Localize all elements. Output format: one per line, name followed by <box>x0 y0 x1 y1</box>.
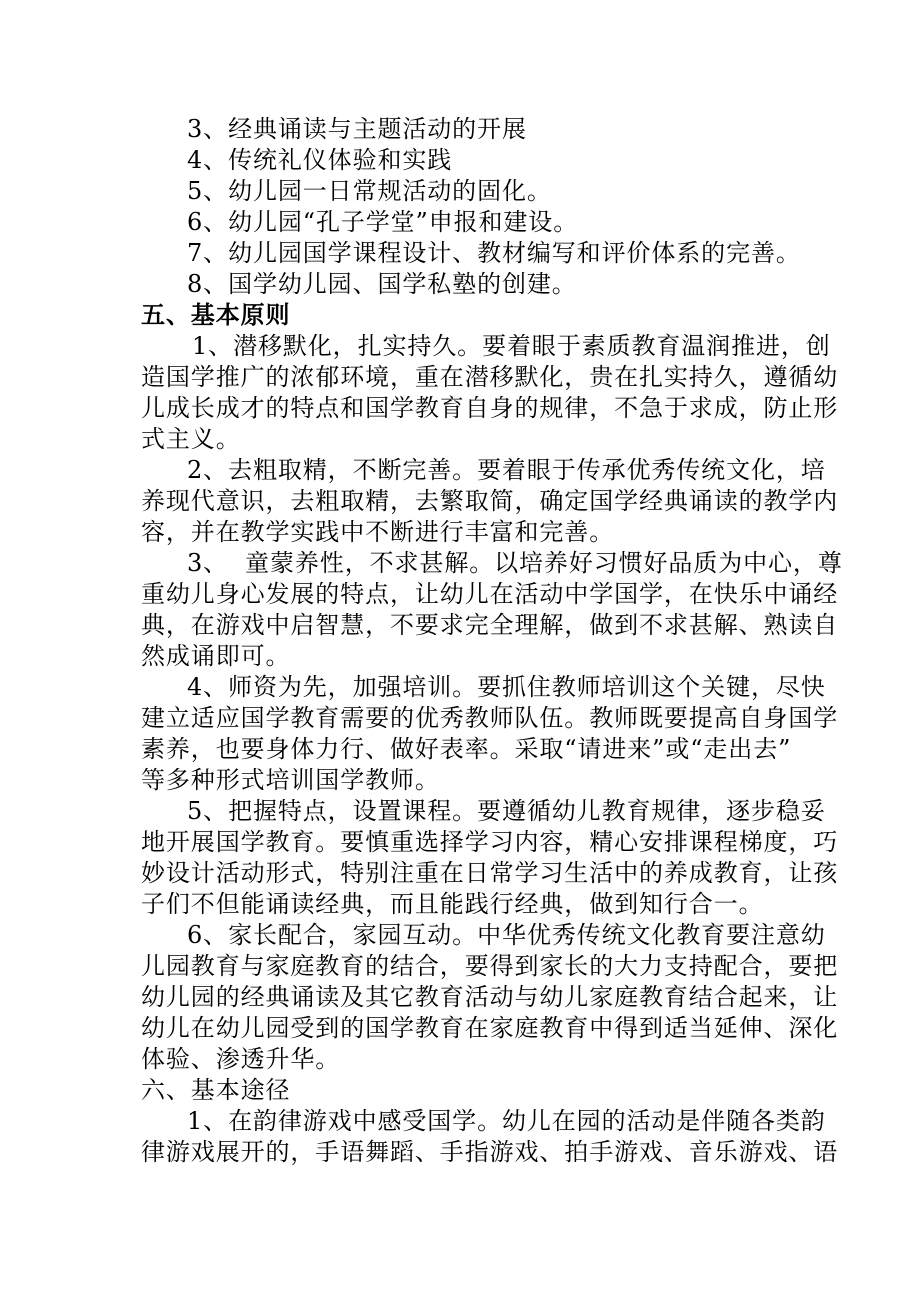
paragraph-line: 体验、渗透升华。 <box>141 1045 341 1073</box>
paragraph-line: 幼儿在幼儿园受到的国学教育在家庭教育中得到适当延伸、深化 <box>141 1014 839 1042</box>
paragraph-line: 妙设计活动形式，特别注重在日常学习生活中的养成教育，让孩 <box>141 859 839 887</box>
paragraph-line: 容，并在教学实践中不断进行丰富和完善。 <box>141 518 615 546</box>
paragraph-line: 4、师资为先，加强培训。要抓住教师培训这个关键，尽快 <box>187 673 826 701</box>
paragraph-line: 6、家长配合，家园互动。中华优秀传统文化教育要注意幼 <box>187 921 826 949</box>
paragraph-line: 造国学推广的浓郁环境，重在潜移默化，贵在扎实持久，遵循幼 <box>141 363 839 391</box>
paragraph-line: 幼儿园的经典诵读及其它教育活动与幼儿家庭教育结合起来，让 <box>141 983 839 1011</box>
paragraph-line: 1、在韵律游戏中感受国学。幼儿在园的活动是伴随各类韵 <box>187 1107 826 1135</box>
paragraph-line: 建立适应国学教育需要的优秀教师队伍。教师既要提高自身国学 <box>141 704 839 732</box>
paragraph-line: 儿园教育与家庭教育的结合，要得到家长的大力支持配合，要把 <box>141 952 839 980</box>
paragraph-line: 2、去粗取精，不断完善。要着眼于传承优秀传统文化，培 <box>187 456 826 484</box>
list-item: 5、幼儿园一日常规活动的固化。 <box>187 177 552 205</box>
paragraph-line: 养现代意识，去粗取精，去繁取简，确定国学经典诵读的教学内 <box>141 487 839 515</box>
list-item: 4、传统礼仪体验和实践 <box>187 146 453 174</box>
paragraph-line: 重幼儿身心发展的特点，让幼儿在活动中学国学，在快乐中诵经 <box>141 580 839 608</box>
section-heading: 五、基本原则 <box>141 300 291 329</box>
list-item: 7、幼儿园国学课程设计、教材编写和评价体系的完善。 <box>187 239 801 267</box>
paragraph-line: 5、把握特点，设置课程。要遵循幼儿教育规律，逐步稳妥 <box>187 797 826 825</box>
paragraph-line: 3、 童蒙养性，不求甚解。以培养好习惯好品质为中心，尊 <box>187 549 843 577</box>
paragraph-line: 然成诵即可。 <box>141 642 291 670</box>
paragraph-line: 地开展国学教育。要慎重选择学习内容，精心安排课程梯度，巧 <box>141 828 839 856</box>
paragraph-line: 子们不但能诵读经典，而且能践行经典，做到知行合一。 <box>141 890 764 918</box>
list-item: 6、幼儿园“孔子学堂”申报和建设。 <box>187 208 579 236</box>
paragraph-line: 典，在游戏中启智慧，不要求完全理解，做到不求甚解、熟读自 <box>141 611 839 639</box>
paragraph-line: 等多种形式培训国学教师。 <box>141 766 440 794</box>
paragraph-line: 律游戏展开的，手语舞蹈、手指游戏、拍手游戏、音乐游戏、语 <box>141 1138 839 1166</box>
paragraph-line: 1、潜移默化，扎实持久。要着眼于素质教育温润推进，创 <box>192 332 831 360</box>
list-item: 8、国学幼儿园、国学私塾的创建。 <box>187 270 577 298</box>
paragraph-line: 儿成长成才的特点和国学教育自身的规律，不急于求成，防止形 <box>141 394 839 422</box>
paragraph-line: 式主义。 <box>141 425 241 453</box>
list-item: 3、经典诵读与主题活动的开展 <box>187 115 527 143</box>
paragraph-line: 素养，也要身体力行、做好表率。采取“请进来”或“走出去” <box>141 735 792 763</box>
section-heading: 六、基本途径 <box>141 1076 291 1104</box>
